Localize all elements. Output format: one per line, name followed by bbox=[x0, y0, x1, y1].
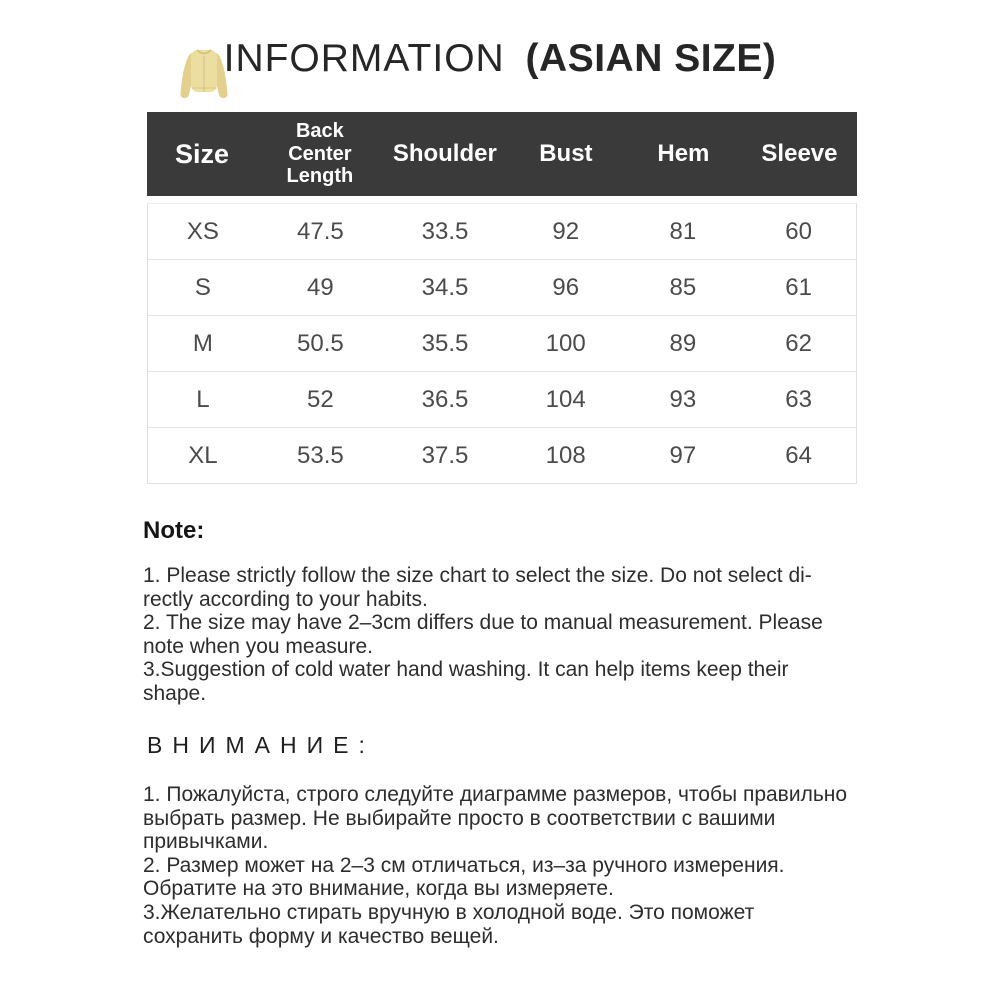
size-table-cell: 36.5 bbox=[421, 385, 469, 413]
size-table-body bbox=[147, 203, 857, 484]
size-table-cell: 50.5 bbox=[297, 329, 344, 357]
attention-line: 1. Пожалуйста, строго следуйте диаграмме размеров, чтобы правильно bbox=[143, 783, 848, 806]
size-table-cell: 52 bbox=[307, 385, 334, 413]
note-line: 3.Suggestion of cold water hand washing. It can help items keep their bbox=[143, 658, 789, 682]
attention-text bbox=[143, 783, 847, 948]
note-heading: Note: bbox=[143, 517, 205, 544]
note-line: note when you measure. bbox=[143, 634, 373, 658]
size-table-cell: 104 bbox=[545, 385, 586, 413]
size-table-cell: 89 bbox=[669, 329, 697, 357]
page-title-prefix: INFORMATION bbox=[223, 37, 505, 80]
size-table-cell: 97 bbox=[669, 441, 697, 469]
attention-line: привычками. bbox=[143, 830, 269, 854]
size-table-header-cell: Shoulder bbox=[392, 140, 497, 167]
size-table-header-cell: Size bbox=[175, 138, 230, 169]
size-table-header bbox=[147, 112, 857, 196]
size-table-cell: 85 bbox=[669, 273, 697, 301]
attention-line: выбрать размер. Не выбирайте просто в соответствии с вашими bbox=[143, 806, 776, 830]
attention-heading: ВНИМАНИЕ: bbox=[147, 732, 375, 758]
size-table-cell: 35.5 bbox=[421, 329, 469, 357]
size-table-cell: 108 bbox=[545, 441, 586, 469]
size-table-cell: 33.5 bbox=[421, 217, 469, 245]
size-table-cell: 37.5 bbox=[421, 441, 469, 469]
page-title-suffix: (ASIAN SIZE) bbox=[525, 37, 777, 80]
size-table-row bbox=[148, 316, 856, 372]
size-table bbox=[147, 112, 857, 484]
attention-line: 3.Желательно стирать вручную в холодной воде. Это поможет bbox=[143, 900, 755, 924]
size-table-cell: 96 bbox=[552, 273, 580, 301]
size-table-cell: 63 bbox=[785, 385, 812, 413]
size-table-cell: XL bbox=[188, 441, 218, 469]
size-table-cell: 60 bbox=[785, 217, 812, 245]
note-text bbox=[143, 564, 823, 706]
size-table-cell: 34.5 bbox=[421, 273, 469, 301]
note-line: shape. bbox=[143, 681, 207, 705]
note-line: 1. Please strictly follow the size chart to select the size. Do not select di- bbox=[143, 564, 812, 587]
size-table-cell: 49 bbox=[307, 273, 334, 301]
size-table-cell: 93 bbox=[669, 385, 697, 413]
size-table-row bbox=[148, 428, 856, 483]
size-table-cell: XS bbox=[186, 217, 219, 245]
size-table-row bbox=[148, 260, 856, 316]
attention-line: Обратите на это внимание, когда вы измеряете. bbox=[143, 877, 614, 901]
size-table-cell: 92 bbox=[552, 217, 580, 245]
size-table-cell: 81 bbox=[669, 217, 697, 245]
size-table-cell: S bbox=[194, 273, 211, 301]
size-table-cell: 62 bbox=[785, 329, 812, 357]
size-table-cell: 100 bbox=[545, 329, 586, 357]
size-table-cell: L bbox=[196, 385, 210, 413]
attention-line: 2. Размер может на 2–3 см отличаться, из–за ручного измерения. bbox=[143, 853, 785, 877]
size-table-cell: 61 bbox=[785, 273, 812, 301]
size-table-cell: 64 bbox=[785, 441, 812, 469]
size-table-cell: 53.5 bbox=[297, 441, 344, 469]
size-table-header-cell: Hem bbox=[657, 140, 710, 167]
size-table-header-cell: Sleeve bbox=[761, 140, 838, 167]
attention-line: сохранить форму и качество вещей. bbox=[143, 924, 499, 948]
note-line: rectly according to your habits. bbox=[143, 587, 428, 611]
note-line: 2. The size may have 2–3cm differs due to manual measurement. Please bbox=[143, 611, 823, 635]
size-table-row bbox=[148, 372, 856, 428]
size-table-header-cell: Back Center Length bbox=[286, 120, 354, 188]
page-title bbox=[0, 38, 1000, 80]
size-table-cell: 47.5 bbox=[297, 217, 344, 245]
size-table-cell: M bbox=[192, 329, 213, 357]
size-table-row bbox=[148, 204, 856, 260]
size-table-header-cell: Bust bbox=[539, 140, 593, 167]
